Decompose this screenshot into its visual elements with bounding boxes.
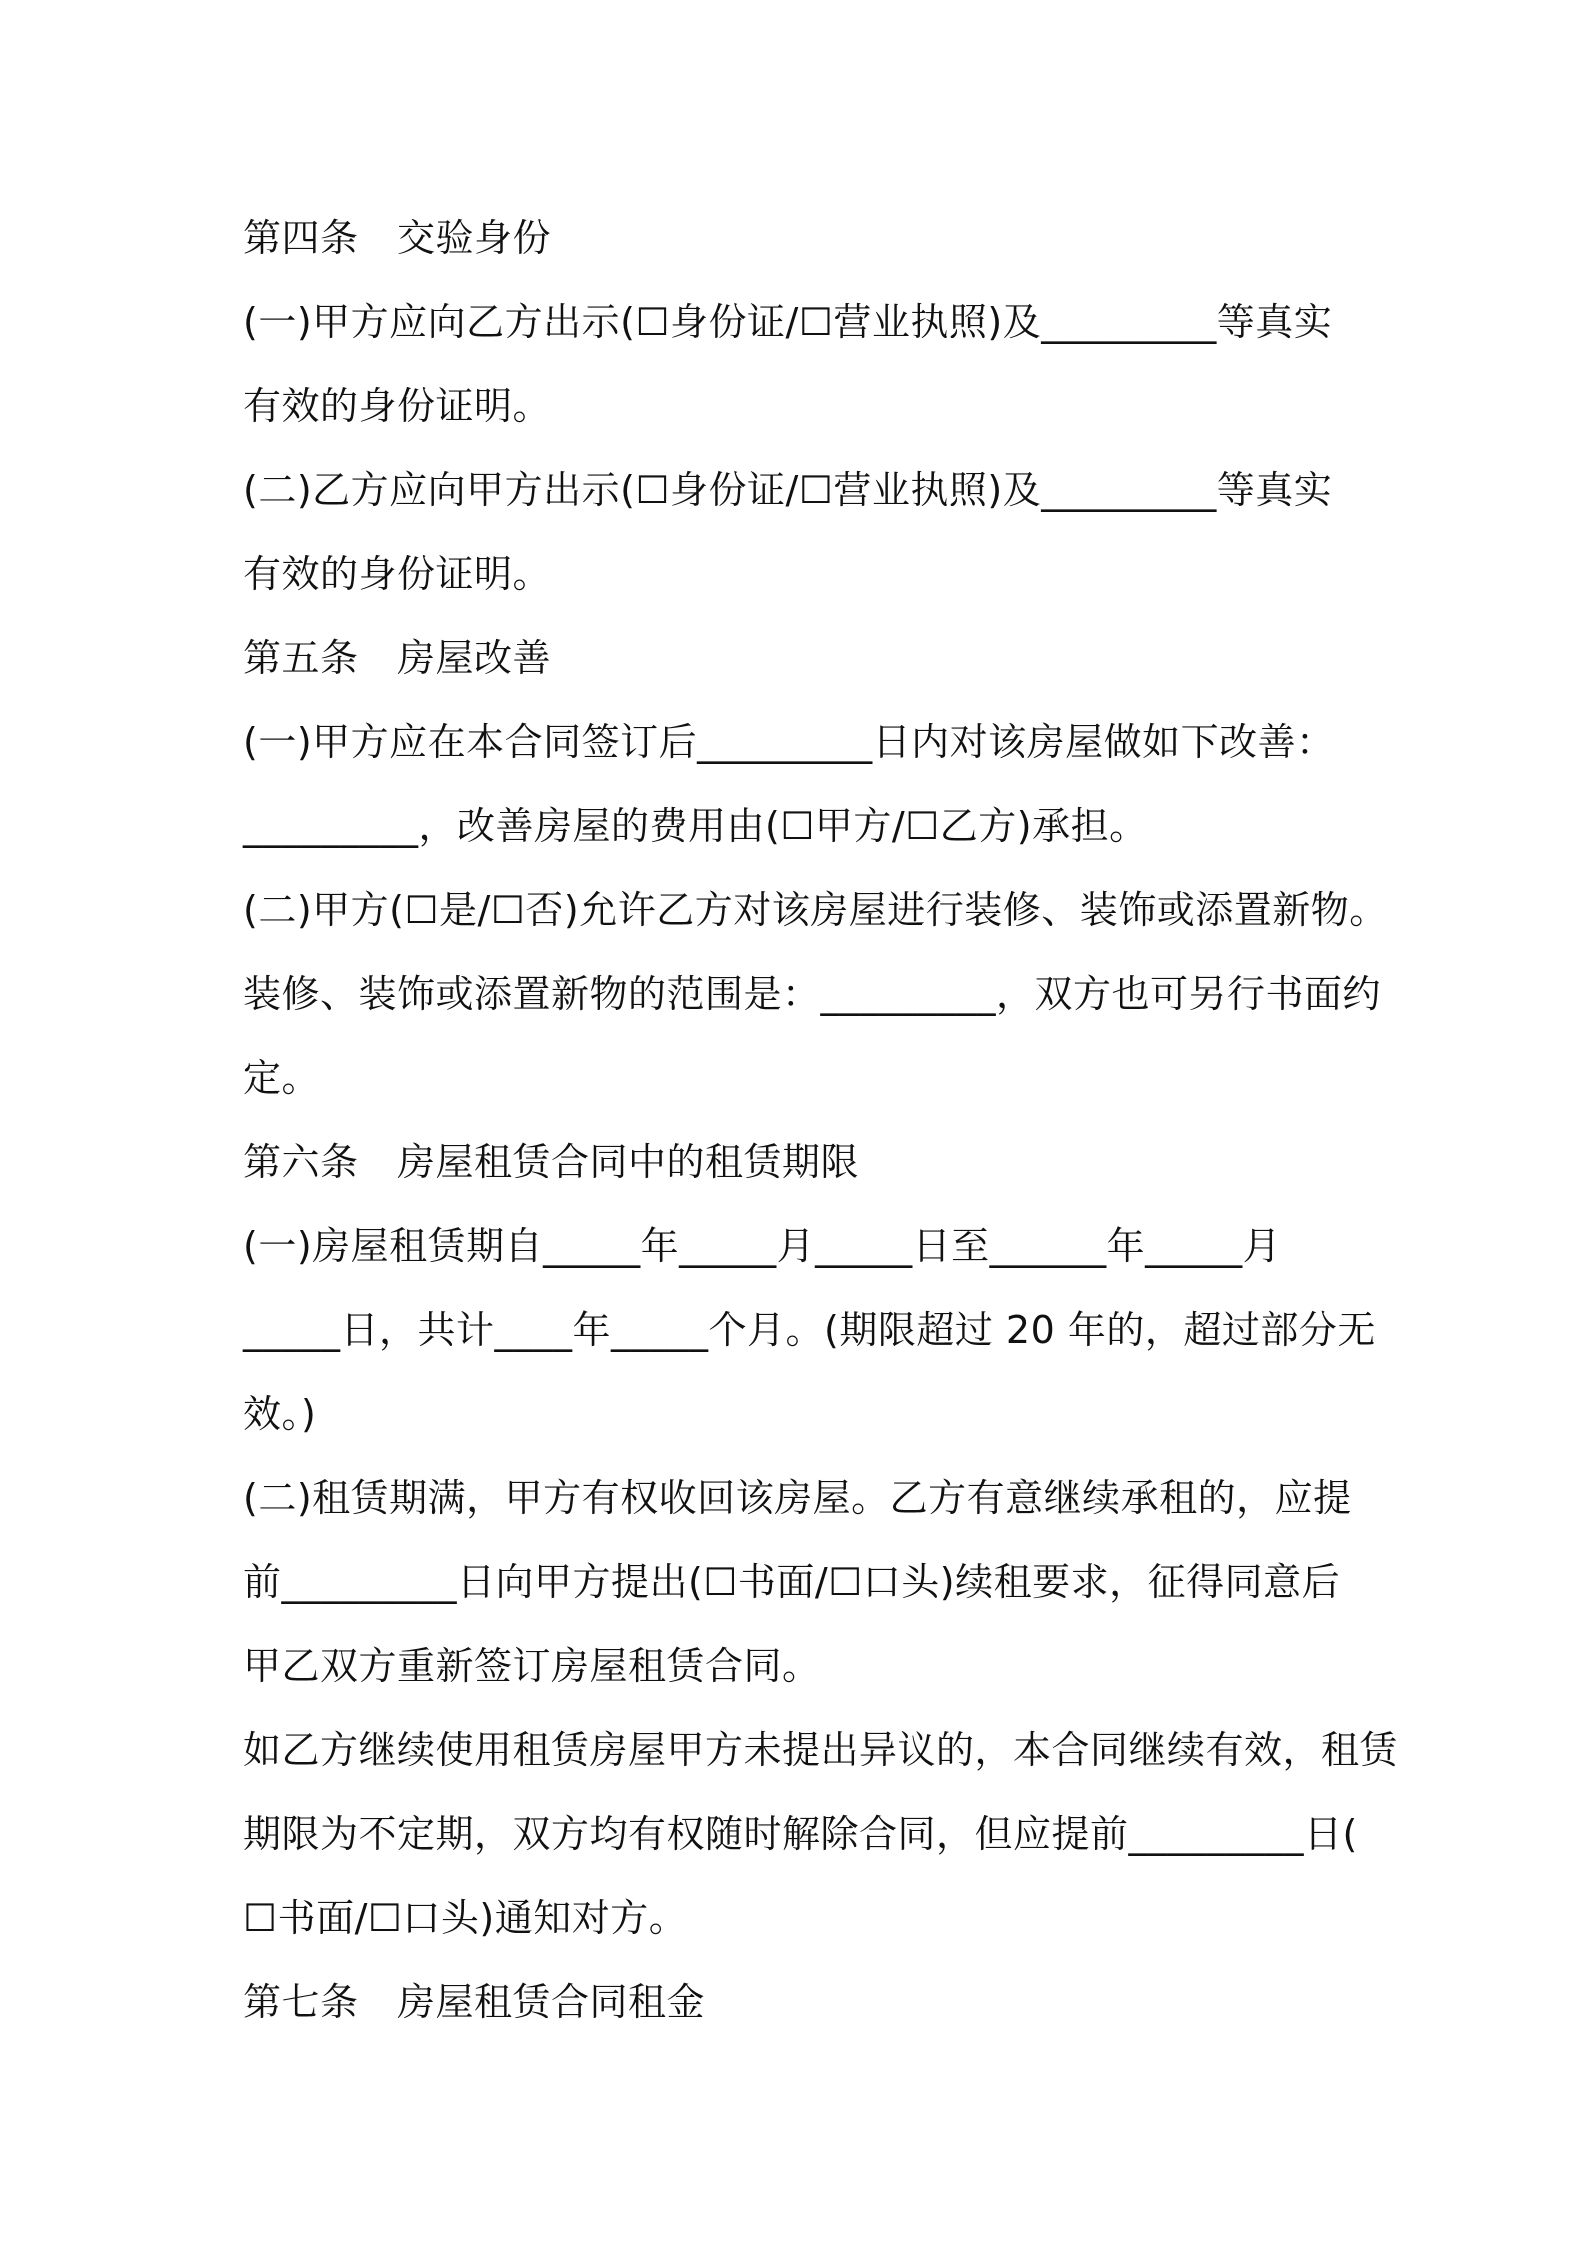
paragraph-line: 装修、装饰或添置新物的范围是：_________，双方也可另行书面约: [243, 972, 1382, 1016]
paragraph-line: _________，改善房屋的费用由(☐甲方/☐乙方)承担。: [243, 804, 1148, 848]
paragraph-line: _____日，共计____年_____个月。(期限超过 20 年的，超过部分无: [243, 1308, 1376, 1352]
paragraph-line: 有效的身份证明。: [243, 552, 552, 596]
paragraph-line: (一)甲方应向乙方出示(☐身份证/☐营业执照)及_________等真实: [243, 300, 1333, 344]
paragraph-line: (二)乙方应向甲方出示(☐身份证/☐营业执照)及_________等真实: [243, 468, 1333, 512]
article-5-heading: 第五条 房屋改善: [243, 636, 552, 680]
paragraph-line: 如乙方继续使用租赁房屋甲方未提出异议的，本合同继续有效，租赁: [243, 1728, 1399, 1772]
paragraph-line: ☐书面/☐口头)通知对方。: [243, 1896, 688, 1940]
paragraph-line: (二)甲方(☐是/☐否)允许乙方对该房屋进行装修、装饰或添置新物。: [243, 888, 1388, 932]
paragraph-line: 效。): [243, 1392, 317, 1436]
paragraph-line: 期限为不定期，双方均有权随时解除合同，但应提前_________日(: [243, 1812, 1358, 1856]
document-page: [243, 196, 1399, 2044]
paragraph-line: 前_________日向甲方提出(☐书面/☐口头)续租要求，征得同意后: [243, 1560, 1341, 1604]
article-4-heading: 第四条 交验身份: [243, 216, 552, 260]
paragraph-line: (二)租赁期满，甲方有权收回该房屋。乙方有意继续承租的，应提: [243, 1476, 1352, 1520]
paragraph-line: 甲乙双方重新签订房屋租赁合同。: [243, 1644, 821, 1688]
paragraph-line: (一)甲方应在本合同签订后_________日内对该房屋做如下改善：: [243, 720, 1335, 764]
article-7-heading: 第七条 房屋租赁合同租金: [243, 1980, 706, 2024]
paragraph-line: (一)房屋租赁期自_____年_____月_____日至______年_____月: [243, 1224, 1282, 1268]
article-6-heading: 第六条 房屋租赁合同中的租赁期限: [243, 1140, 860, 1184]
paragraph-line: 有效的身份证明。: [243, 384, 552, 428]
paragraph-line: 定。: [243, 1056, 321, 1100]
